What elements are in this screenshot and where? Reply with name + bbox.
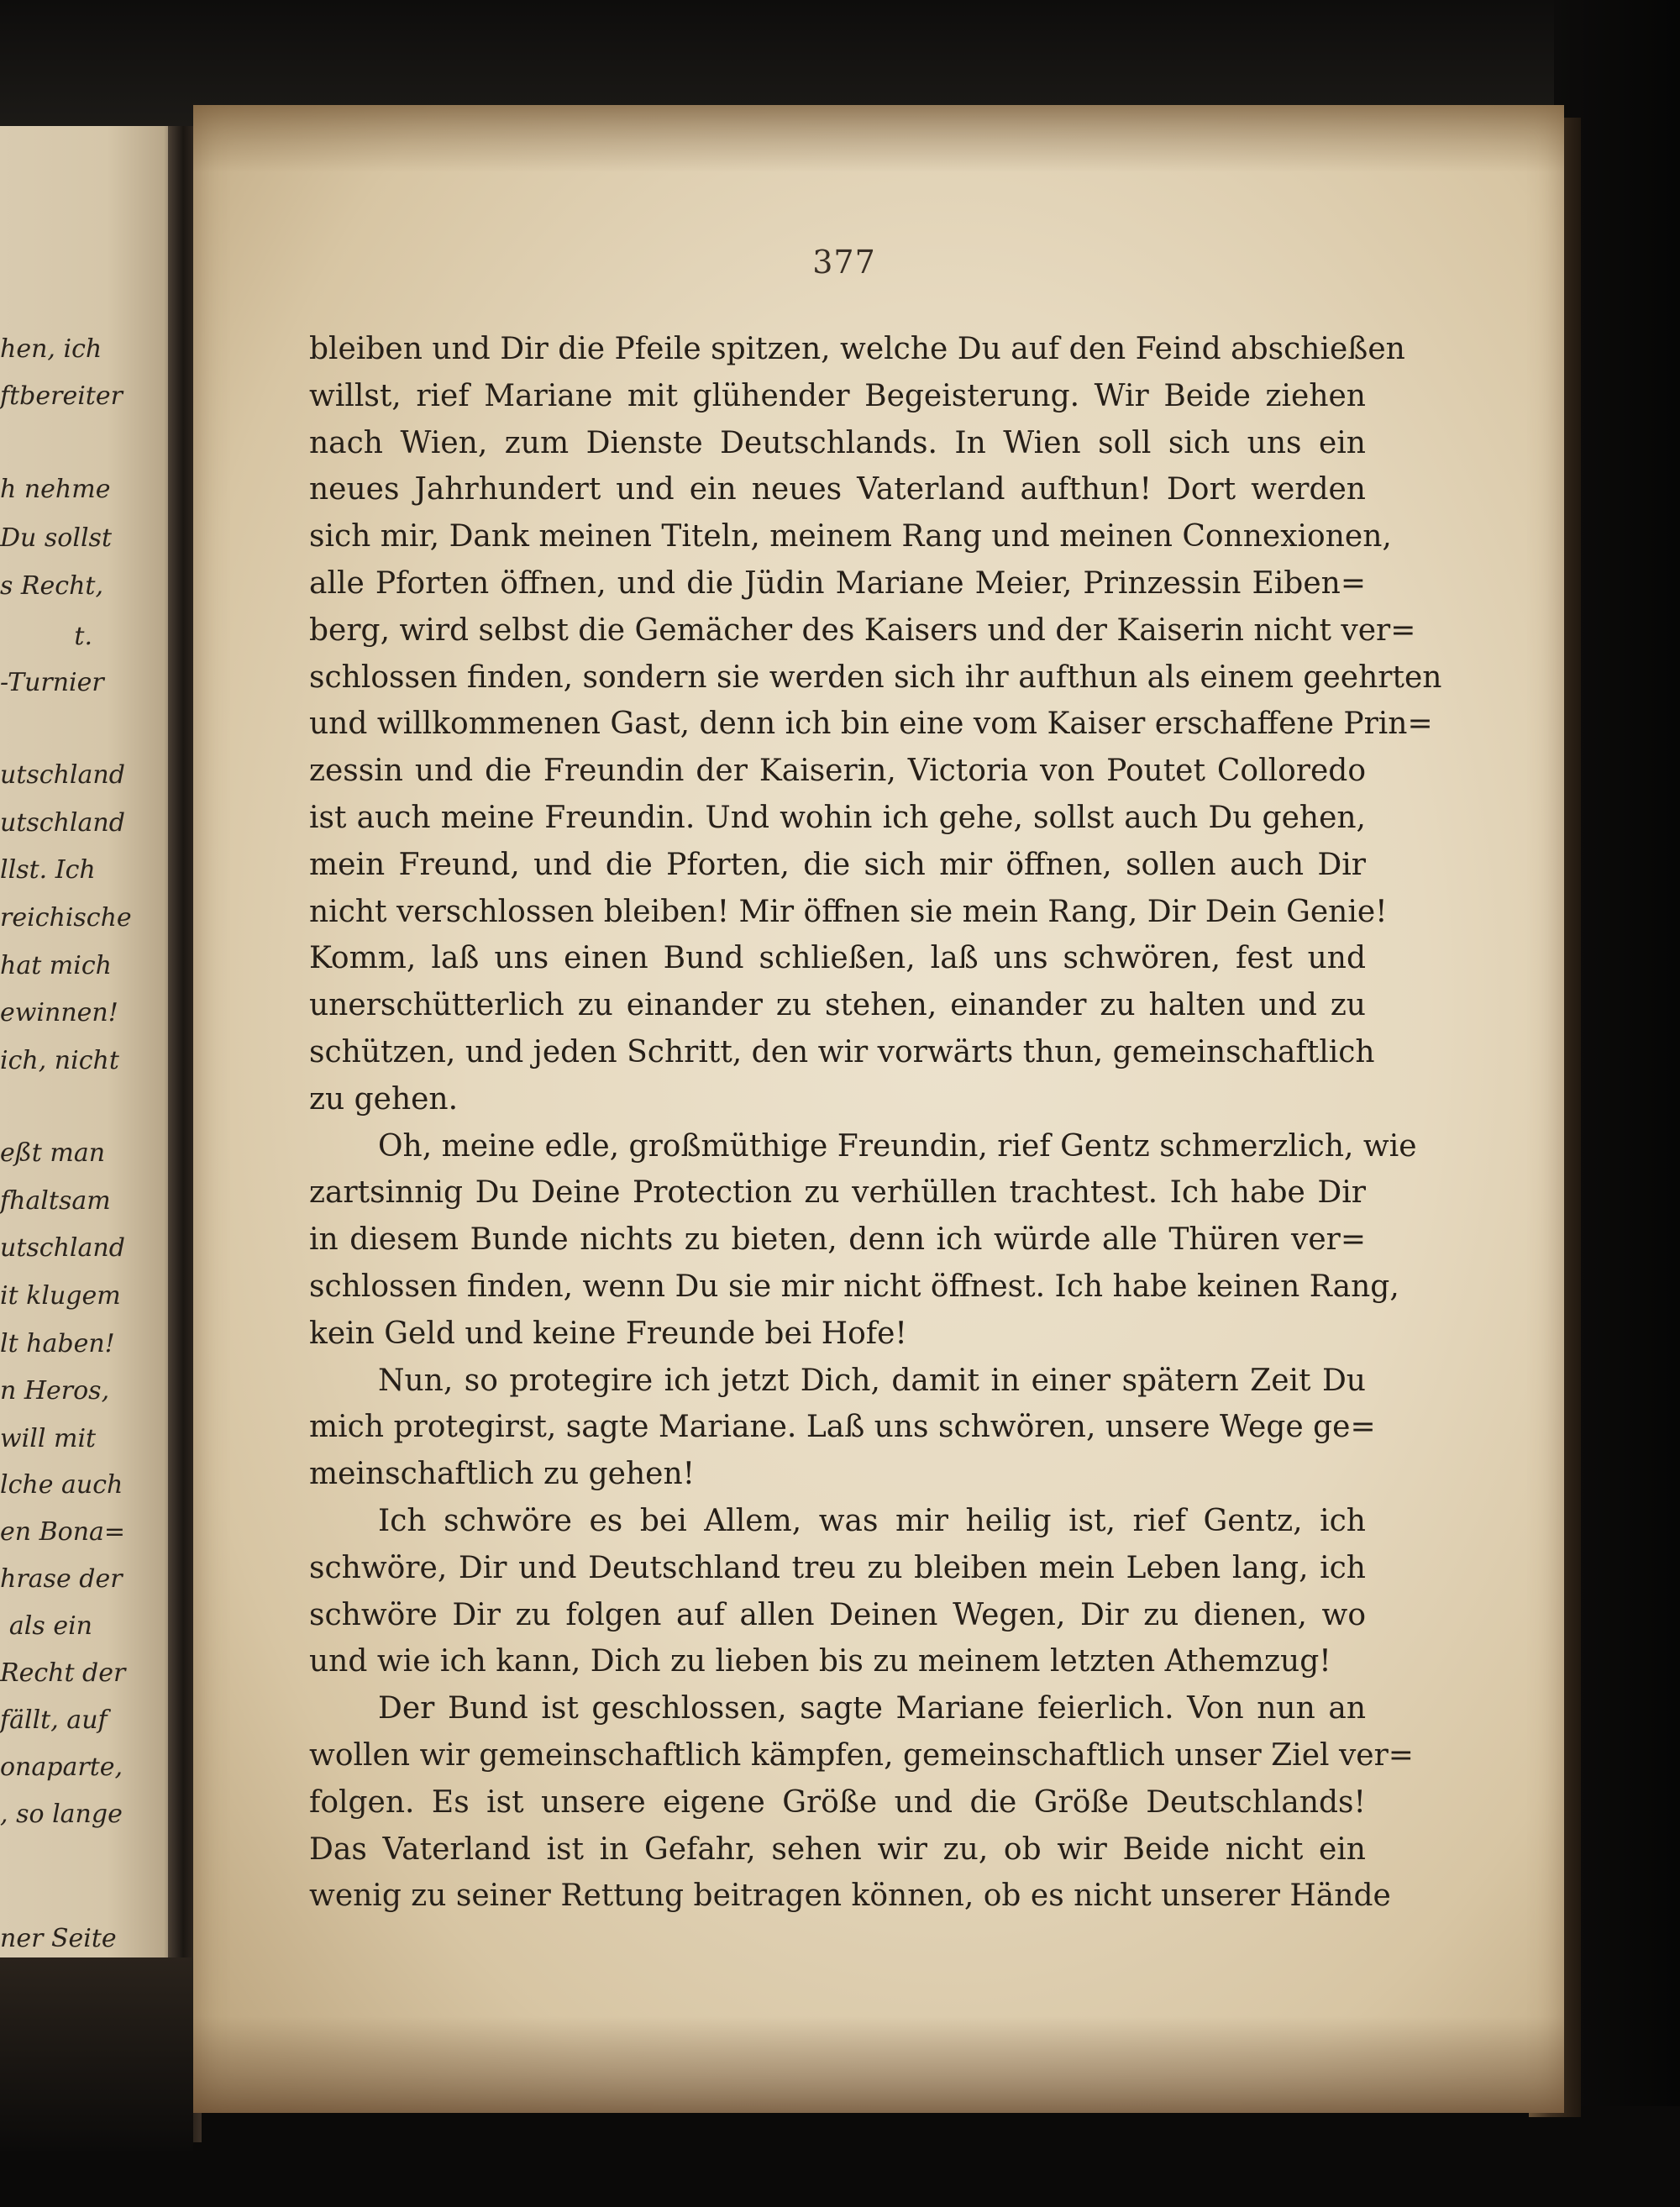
left-page-fragment: -Turnier: [0, 668, 104, 697]
left-page-fragment: reichische: [0, 903, 132, 933]
text-line: mein Freund, und die Pforten, die sich mir öffnen, sollen auch Dir: [309, 847, 1366, 882]
text-line: in diesem Bunde nichts zu bieten, denn ich würde alle Thüren ver=: [309, 1222, 1366, 1258]
text-line: sich mir, Dank meinen Titeln, meinem Rang und meinen Connexionen,: [309, 519, 1392, 554]
left-page-fragment: utschland: [0, 760, 125, 790]
left-page-fragment: fällt, auf: [0, 1705, 108, 1735]
text-line: Der Bund ist geschlossen, sagte Mariane feierlich. Von nun an: [378, 1691, 1366, 1726]
text-line: meinschaftlich zu gehen!: [309, 1457, 696, 1492]
text-line: schwöre Dir zu folgen auf allen Deinen Wegen, Dir zu dienen, wo: [309, 1597, 1366, 1632]
text-line: schwöre, Dir und Deutschland treu zu bleiben mein Leben lang, ich: [309, 1550, 1366, 1585]
left-page-fragment: will mit: [0, 1424, 97, 1453]
text-line: Das Vaterland ist in Gefahr, sehen wir zu, ob wir Beide nicht ein: [309, 1831, 1366, 1867]
page-bottom-stain: [193, 2016, 1564, 2113]
left-page-fragment: ftbereiter: [0, 381, 123, 411]
left-page-fragment: llst. Ich: [0, 855, 96, 885]
text-line: schlossen finden, sondern sie werden sich ihr aufthun als einem geehrten: [309, 659, 1442, 695]
text-line: zessin und die Freundin der Kaiserin, Victoria von Poutet Colloredo: [309, 754, 1366, 789]
book-cover-board: [0, 1957, 193, 2151]
left-page-fragment: , so lange: [0, 1800, 123, 1829]
left-page-fragment: eßt man: [0, 1138, 106, 1168]
text-line: schützen, und jeden Schritt, den wir vorwärts thun, gemeinschaftlich: [309, 1034, 1375, 1069]
previous-page-edge: [0, 126, 178, 2142]
text-line: und wie ich kann, Dich zu lieben bis zu meinem letzten Athemzug!: [309, 1644, 1331, 1679]
text-line: nach Wien, zum Dienste Deutschlands. In Wien soll sich uns ein: [309, 425, 1366, 460]
left-page-fragment: ner Seite: [0, 1924, 117, 1953]
text-line: neues Jahrhundert und ein neues Vaterland aufthun! Dort werden: [309, 472, 1366, 507]
text-line: Ich schwöre es bei Allem, was mir heilig ist, rief Gentz, ich: [378, 1503, 1366, 1538]
left-page-fragment: en Bona=: [0, 1517, 126, 1547]
left-page-fragment: lt haben!: [0, 1329, 115, 1358]
text-line: folgen. Es ist unsere eigene Größe und die Größe Deutschlands!: [309, 1784, 1366, 1820]
left-page-fragment: Du sollst: [0, 523, 113, 553]
left-page-fragment: utschland: [0, 808, 125, 838]
text-line: berg, wird selbst die Gemächer des Kaisers und der Kaiserin nicht ver=: [309, 612, 1416, 648]
text-line: zu gehen.: [309, 1081, 459, 1117]
text-line: Komm, laß uns einen Bund schließen, laß uns schwören, fest und: [309, 941, 1366, 976]
left-page-fragment: ewinnen!: [0, 998, 118, 1027]
left-page-fragment: fhaltsam: [0, 1186, 111, 1216]
left-page-fragment: it klugem: [0, 1281, 121, 1311]
left-page-fragment: lche auch: [0, 1470, 123, 1500]
page-top-stain: [193, 105, 1564, 172]
left-page-fragment: utschland: [0, 1233, 125, 1263]
page-number: 377: [812, 244, 876, 281]
text-line: mich protegirst, sagte Mariane. Laß uns schwören, unsere Wege ge=: [309, 1410, 1376, 1445]
text-line: ist auch meine Freundin. Und wohin ich gehe, sollst auch Du gehen,: [309, 800, 1366, 835]
text-line: schlossen finden, wenn Du sie mir nicht öffnest. Ich habe keinen Rang,: [309, 1269, 1399, 1304]
text-line: nicht verschlossen bleiben! Mir öffnen sie mein Rang, Dir Dein Genie!: [309, 894, 1388, 929]
text-line: Nun, so protegire ich jetzt Dich, damit in einer spätern Zeit Du: [378, 1363, 1366, 1398]
left-page-fragment: t.: [74, 622, 92, 651]
left-page-fragment: Recht der: [0, 1658, 126, 1688]
left-page-fragment: als ein: [8, 1611, 92, 1641]
text-line: Oh, meine edle, großmüthige Freundin, rief Gentz schmerzlich, wie: [378, 1128, 1417, 1164]
left-page-fragment: s Recht,: [0, 571, 103, 601]
left-page-fragment: hen, ich: [0, 334, 102, 364]
text-line: wollen wir gemeinschaftlich kämpfen, gemeinschaftlich unser Ziel ver=: [309, 1737, 1414, 1773]
left-page-fragment: ich, nicht: [0, 1046, 119, 1075]
text-line: wenig zu seiner Rettung beitragen können, ob es nicht unserer Hände: [309, 1879, 1391, 1914]
left-page-fragment: hrase der: [0, 1564, 123, 1594]
left-page-fragment: onaparte,: [0, 1752, 123, 1782]
text-line: alle Pforten öffnen, und die Jüdin Mariane Meier, Prinzessin Eiben=: [309, 565, 1366, 601]
background-bottom: [0, 2106, 1680, 2207]
left-page-fragment: n Heros,: [0, 1376, 110, 1406]
text-line: zartsinnig Du Deine Protection zu verhüllen trachtest. Ich habe Dir: [309, 1175, 1366, 1211]
text-line: willst, rief Mariane mit glühender Begeisterung. Wir Beide ziehen: [309, 378, 1366, 413]
page-text: [309, 326, 1442, 1920]
text-line: kein Geld und keine Freunde bei Hofe!: [309, 1316, 907, 1351]
text-line: unerschütterlich zu einander zu stehen, einander zu halten und zu: [309, 988, 1366, 1023]
text-line: und willkommenen Gast, denn ich bin eine vom Kaiser erschaffene Prin=: [309, 707, 1433, 742]
text-line: bleiben und Dir die Pfeile spitzen, welche Du auf den Feind abschießen: [309, 332, 1405, 366]
left-page-fragment: hat mich: [0, 951, 112, 980]
left-page-fragment: h nehme: [0, 475, 111, 504]
